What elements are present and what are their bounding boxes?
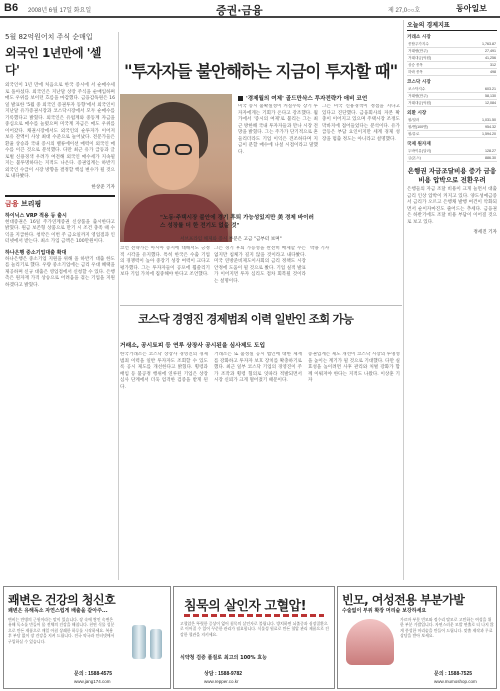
ad-url[interactable]: www.repper.co.kr — [204, 679, 239, 684]
market-heading: 거래소 시장 — [407, 35, 431, 40]
table-row: 원/달러 1,031.50 — [408, 117, 496, 122]
second-body-a: 한국거래소는 코스닥 상장사 경영진의 경제범죄 이력을 일반 투자자도 조회할 수 있도록 공시 제도를 개선한다고 밝혔다. 횡령과 배임 등 불공정 행위에 연루된 기업은 상장 심사 단계에서 더욱 엄격한 검증을 받게 된다. — [120, 352, 208, 390]
table-row: 거래량(만주) 27,491 — [408, 48, 496, 53]
right-story-body: 은행들의 자금 조달 비용이 크게 늘면서 대출 금리 인상 압박이 커지고 있다. 양도성예금증서 금리가 오르고 은행채 발행 여건이 악화되면서 순이자마진도 줄어드는 추세다. 금융권은 하반기에도 조달 비용 부담이 이어질 것으로 보고 있다. — [407, 187, 497, 225]
pull-quote: "노동·주택시장 불안에 경기 후퇴 가능성있지만 美 경제 바이러스 성장률 더 한 전기도 없을 것" — [160, 215, 314, 229]
table-row: 거래대금(억원) 41,256 — [408, 55, 496, 60]
feature-body-c: 코언 전략가는 아시아 증시에 대해서도 긍정적 시각을 유지했다. 특히 한국은 수출 기업의 경쟁력이 높아 중장기 성장 여력이 크다고 평가했다. 그는 투자자들이 공포에 휩쓸리기보다 기업 가치에 집중해야 한다고 조언했다. — [120, 246, 210, 277]
table-row: 하락 종목 498 — [408, 69, 496, 74]
ad-body: 변비는 만병의 근원이라는 말이 있습니다. 장 속에 쌓인 숙변은 유해 독소를 만들어 몸 전체의 건강을 해칩니다. 천연 식물 성분으로 만든 제품으로 매일 아침 상쾌한 하루를 시작하세요. 복용 후 부담 없이 장 건강을 지켜 드립니다. 전국 약국과 인터넷에서 구입하실 수 있습니다. — [8, 617, 115, 644]
bullet-square-icon — [238, 96, 243, 101]
column-divider — [118, 32, 119, 580]
ad-phone: 상담 : 1588-9782 — [204, 671, 243, 677]
left-column — [5, 32, 115, 579]
feature-byline-area — [310, 246, 400, 296]
feature-headline: "투자자들 불안해하는 지금이 투자할 때" — [124, 62, 398, 81]
product-bottle-icon — [132, 625, 146, 659]
table-row: 거래대금(억원) 12,084 — [408, 100, 496, 105]
indicators-title: 오늘의 경제지표 — [407, 20, 497, 31]
issue-date: 2008년 6월 17일 화요일 — [28, 8, 92, 14]
table-row: 종합주가지수 1,763.87 — [408, 41, 496, 46]
section-title: 증권·금융 — [216, 4, 263, 17]
column-divider — [403, 20, 404, 580]
left-kicker: 5월 82억원어치 주식 순매입 — [5, 33, 93, 41]
table-row: 원/엔(100엔) 954.32 — [408, 124, 496, 129]
ad-subheadline: 식약청 검증 품질로 최고의 100% 효능 — [180, 655, 267, 661]
page-number: B6 — [4, 2, 19, 14]
feature-body-b: 그는 미국 신용경색이 정점을 지나고 있다고 진단했다. 금융회사의 자본 확충이 이어지고 있으며 주택시장 조정도 막바지에 접어들었다는 분석이다. 유가 급등은 부담 요인이지만 세계 경제 성장을 멈출 정도는 아니라고 설명했다. — [322, 104, 400, 142]
table-row: 거래량(만주) 58,130 — [408, 93, 496, 98]
briefing-box-header — [5, 195, 115, 209]
ad-headline: 침묵의 살인자 고혈압! — [184, 599, 307, 614]
market-table — [407, 41, 497, 76]
ad-phone: 문의 : 1588-4575 — [74, 671, 113, 677]
second-deck: 거래소, 공시토피 등 연루 상장사 공시된을 심사제도 도입 — [120, 343, 266, 349]
table-row: 코스닥지수 603.21 — [408, 86, 496, 91]
ad-constipation[interactable] — [3, 586, 171, 689]
second-headline: 코스닥 경영진 경제범죄 이력 일반인 조회 가능 — [138, 312, 354, 326]
table-row: 상승 종목 312 — [408, 62, 496, 67]
decorative-wave — [184, 614, 324, 617]
table-row: 두바이유(달러) 128.27 — [408, 148, 496, 153]
market-table — [407, 148, 497, 162]
briefing-title: 브리핑 — [20, 199, 42, 208]
edition-number: 제 27,0○○호 — [388, 8, 421, 14]
second-body-b: 거래소는 또 불성실 공시 법인에 대한 제재를 강화하고 투자자 보호 장치를 확충하기로 했다. 최근 일부 코스닥 기업의 경영진이 주가 조작과 횡령 혐의로 잇따라 적발되면서 시장 신뢰가 크게 떨어졌기 때문이다. — [214, 352, 302, 383]
product-bottle-icon — [150, 629, 162, 659]
table-row: 원/유로 1,594.20 — [408, 131, 496, 136]
ad-hypertension[interactable] — [173, 586, 335, 689]
ad-body: 고혈압은 뚜렷한 증상이 없어 침묵의 살인자로 불립니다. 방치하면 뇌졸중과 심장질환으로 이어질 수 있어 꾸준한 관리가 필요합니다. 식물성 원료로 만든 혈압 관리 제품으로 건강한 혈관을 지키세요. — [180, 621, 329, 637]
ad-subheadline: 수술없이 부위 확장 머리숱 보강하세요 — [342, 608, 427, 614]
right-story-byline: 정세진 기자 — [473, 230, 497, 235]
ad-body: 가르마 부분 빈모와 정수리 탈모로 고민하는 여성을 위한 부분 가발입니다. 자연스러운 모발 연출로 티 나지 않게 풍성한 머리숱을 만들어 드립니다. 맞춤 제작과 무료 상담을 받아 보세요. — [400, 617, 494, 639]
brief-title: 하이닉스 VRP 적용 등 출시 — [5, 212, 67, 219]
brief-title: 하나은행 중소기업대출 확대 — [5, 249, 67, 256]
right-column — [407, 20, 497, 580]
ad-phone: 문의 : 1588-7525 — [434, 671, 473, 677]
right-story-headline: 은행권 자금조달비용 증가 금융비용 압박으로 전환우려 — [407, 167, 497, 184]
ad-headline: 쾌변은 건강의 청신호 — [8, 593, 116, 607]
advertisement-strip — [3, 586, 497, 689]
left-headline: 외국인 1년만에 '셀다' — [5, 46, 102, 77]
feature-subheadline: '경제월의 여제' 골드만삭스 투자전략가 애비 코언 — [238, 94, 398, 102]
ad-url[interactable]: www.mumoshop.com — [434, 679, 477, 684]
market-heading: 국제 원자재 — [407, 142, 431, 147]
market-heading: 외환 시장 — [407, 111, 427, 116]
section-rule — [120, 305, 402, 306]
ad-hairpiece[interactable] — [337, 586, 497, 689]
page-header — [0, 0, 500, 18]
model-photo — [346, 619, 394, 665]
market-table — [407, 117, 497, 138]
pull-quote-source: 서브프라임 해제와 증시 부분은 고금 "금부터 보며" — [180, 237, 282, 242]
feature-body-d: 그는 경기 후퇴 가능성을 완전히 배제할 수는 없지만 침체가 길지 않을 것이라고 내다봤다. 미국 연방준비제도이사회의 금리 정책도 시장 안정에 도움이 될 것으로 봤다. 기업 실적 발표가 이어지면 투자 심리도 점차 회복될 것이라는 설명이다. — [214, 246, 306, 284]
feature-body-a: 미국 증시 불확실성이 커질수록 장기 투자자에게는 기회가 온다고 강조했다. 월가에서 '증시의 여제'로 불리는 그는 최근 방한해 국내 투자자들과 만나 시장 전망을 밝혔다. 그는 주가가 단기적으로 흔들리더라도 기업 이익은 견조하다며 지금이 분할 매수에 나설 시점이라고 말했다. — [238, 104, 318, 155]
newspaper-name: 동아일보 — [456, 4, 487, 13]
ad-url[interactable]: www.jang174.com — [74, 679, 111, 684]
table-row: 금(온스) 886.30 — [408, 155, 496, 160]
brief-body: 하나은행은 중소기업 지원을 위해 올 하반기 대출 한도를 늘리기로 했다. 우량 중소기업에는 금리 우대 혜택을 제공하며 신규 대출은 영업점에서 신청할 수 있다. 은행 측은 원자재 가격 상승으로 어려움을 겪는 기업을 지원하겠다고 밝혔다. — [5, 256, 115, 288]
market-table — [407, 86, 497, 107]
ad-headline: 빈모, 여성전용 부분가발 — [342, 593, 465, 607]
second-body-c-area: 증권업계는 제도 개선이 코스닥 시장의 투명성을 높이는 계기가 될 것으로 기대했다. 다만 실효성을 높이려면 사후 관리와 처벌 강화가 함께 이뤄져야 한다는 지적도 나왔다. 이상훈 기자 — [308, 352, 400, 383]
market-heading: 코스닥 시장 — [407, 80, 431, 85]
left-byline: 한상준 기자 — [91, 184, 115, 190]
brief-body: 현대증권은 16일 주가연계증권 신상품을 출시한다고 밝혔다. 원금 보존형 상품으로 만기 시 조건 충족 때 수익을 지급한다. 청약은 이번 주 금요일까지 영업점과 인터넷에서 받는다. 최소 가입 금액은 100만원이다. — [5, 219, 115, 244]
briefing-label: 금융 — [5, 199, 19, 208]
second-byline: 이상훈 기자 — [308, 371, 400, 383]
left-body: 외국인이 1년 만에 처음으로 한국 증시에 서 순매수세로 돌아섰다. 외국인은 지난달 상장 주식을 순매입하며 매도 우위를 보이던 흐름을 마감했다. 금융감독원은 16일 발표한 '5월 중 외국인 증권투자 동향'에서 외국인이 지난달 유가증권시장과 코스닥시장에서 모두 순매수를 기록했다고 밝혔다. 외국인은 유럽계와 중동계 자금을 중심으로 매수를 늘렸으며 미국계 자금은 매도 우위를 이어갔다. 채권시장에서도 외국인의 순투자가 이어져 보유 잔액이 사상 최대 수준으로 늘어났다. 전문가들은 환율 상승과 국내 증시의 밸류에이션 매력이 외국인 매수를 이끈 것으로 분석했다. 다만 최근 유가 급등과 글로벌 신용경색 우려가 여전해 외국인 매수세가 지속될지는 불투명하다는 지적도 나온다. 증권업계는 하반기 외국인 수급이 시장 방향을 결정할 핵심 변수가 될 것으로 내다봤다. — [5, 83, 115, 179]
ad-subheadline: 쾌변은 유해독소 자연스럽게 배출을 같아주... — [8, 608, 108, 614]
feature-byline: 박용 기자 — [310, 246, 330, 251]
